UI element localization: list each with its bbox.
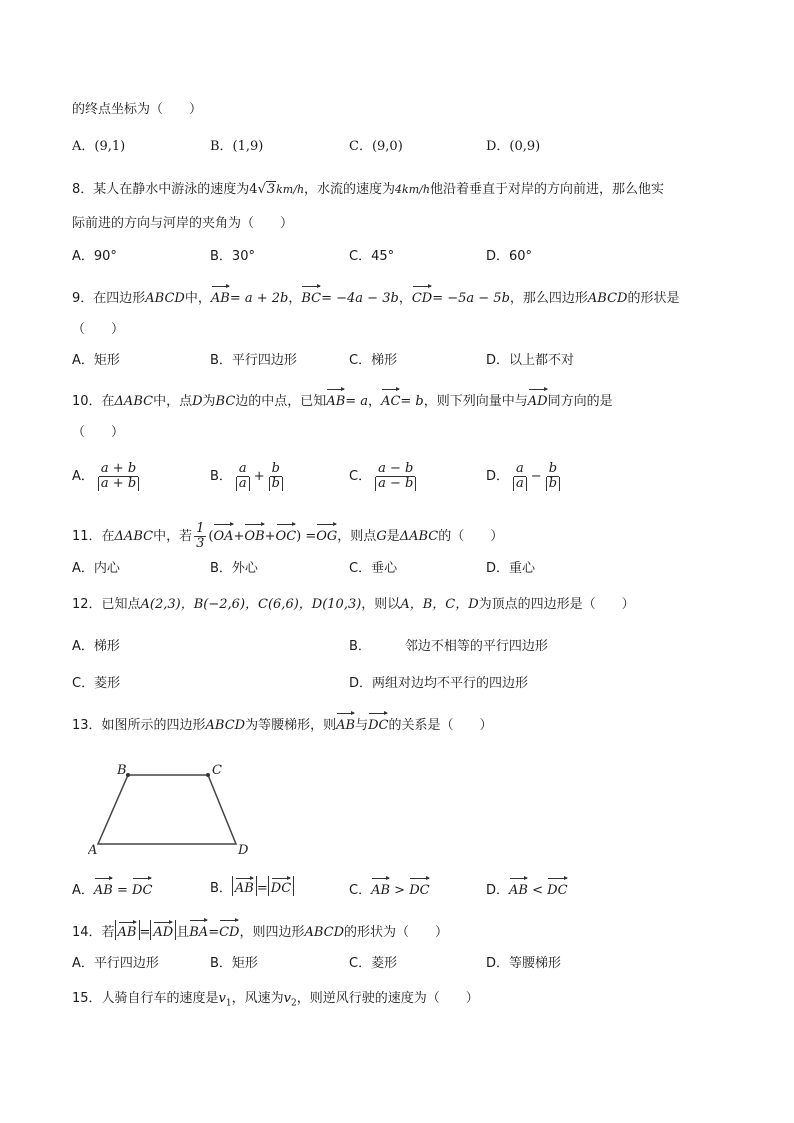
trapezoid-outline: [98, 775, 236, 844]
q14-option-d[interactable]: D．等腰梯形: [486, 956, 562, 971]
q12-option-c[interactable]: C．菱形: [72, 676, 121, 691]
q8-stem-line2: 际前进的方向与河岸的夹角为（ ）: [72, 216, 294, 231]
q7-option-d[interactable]: D．(0,9): [486, 139, 541, 154]
q14-option-a[interactable]: A．平行四边形: [72, 956, 159, 971]
q11-option-b[interactable]: B．外心: [210, 561, 258, 576]
q13-option-b[interactable]: B． AB = DC: [210, 876, 294, 898]
q11-option-d[interactable]: D．重心: [486, 561, 536, 576]
q13-option-c[interactable]: C．AB > DC: [349, 876, 430, 900]
q10-option-b[interactable]: B． $\frac{a}{a}$ + $\frac{b}{b}$: [210, 462, 287, 491]
vertex-b-label: B: [117, 763, 127, 778]
q12-option-b[interactable]: B． 邻边不相等的平行四边形: [349, 639, 548, 654]
q8-stem-line1: 8．某人在静水中游泳的速度为4√3km/h，水流的速度为4km/h他沿着垂直于对岸的方向前进，那么他实: [72, 182, 664, 197]
q9-stem-line2: （ ）: [72, 322, 125, 337]
q7-option-b[interactable]: B．(1,9): [210, 139, 264, 154]
q13-stem: 13．如图所示的四边形ABCD为等腰梯形，则AB与DC的关系是（ ）: [72, 711, 492, 735]
vertex-d-label: D: [238, 843, 249, 858]
q8-option-d[interactable]: D．60°: [486, 249, 533, 264]
trapezoid-figure: [88, 760, 258, 860]
q11-stem: 11．在ΔABC中，若 $\frac{1}{3}$ (OA+OB+OC) =OG，则点G是ΔABC的（ ）: [72, 521, 504, 551]
vertex-c-label: C: [212, 763, 222, 778]
q14-option-c[interactable]: C．菱形: [349, 956, 398, 971]
q9-option-d[interactable]: D．以上都不对: [486, 353, 575, 368]
q12-option-a[interactable]: A．梯形: [72, 639, 120, 654]
q12-option-d[interactable]: D．两组对边均不平行的四边形: [349, 676, 529, 691]
q7-option-a[interactable]: A．(9,1): [72, 139, 126, 154]
q11-option-a[interactable]: A．内心: [72, 561, 120, 576]
q11-option-c[interactable]: C．垂心: [349, 561, 398, 576]
q8-option-c[interactable]: C．45°: [349, 249, 395, 264]
q9-option-b[interactable]: B．平行四边形: [210, 353, 297, 368]
q15-stem: 15．人骑自行车的速度是$v_1$，风速为$v_2$，则逆风行驶的速度为（ ）: [72, 991, 479, 1009]
vertex-a-label: A: [88, 843, 98, 858]
vertex-b-dot: [126, 773, 130, 777]
q9-option-c[interactable]: C．梯形: [349, 353, 398, 368]
q7-stem-continuation: 的终点坐标为（ ）: [72, 102, 203, 117]
q10-stem-line1: 10．在ΔABC中，点D为BC边的中点，已知AB= a，AC= b，则下列向量中与AD同方向的是: [72, 387, 613, 411]
q13-option-a[interactable]: A．AB = DC: [72, 876, 152, 900]
q14-stem: 14．若 AB = AD 且BA=CD，则四边形ABCD的形状为（ ）: [72, 918, 448, 942]
q10-option-c[interactable]: C． $\frac{a - b}{a - b}$: [349, 462, 420, 491]
q8-option-a[interactable]: A．90°: [72, 249, 117, 264]
q10-stem-line2: （ ）: [72, 425, 125, 440]
q8-option-b[interactable]: B．30°: [210, 249, 255, 264]
q9-stem-line1: 9．在四边形ABCD中，AB= a + 2b，BC= −4a − 3b，CD= −5a − 5b，那么四边形ABCD的形状是: [72, 284, 680, 308]
q12-stem: 12．已知点A(2,3)，B(−2,6)，C(6,6)，D(10,3)，则以A，B，C，D为顶点的四边形是（ ）: [72, 597, 635, 612]
q7-option-c[interactable]: C．(9,0): [349, 139, 403, 154]
q9-option-a[interactable]: A．矩形: [72, 353, 120, 368]
q10-option-a[interactable]: A． $\frac{a + b}{a + b}$: [72, 462, 143, 491]
q10-option-d[interactable]: D． $\frac{a}{a}$ − $\frac{b}{b}$: [486, 462, 564, 491]
q14-option-b[interactable]: B．矩形: [210, 956, 258, 971]
q13-option-d[interactable]: D．AB < DC: [486, 876, 568, 900]
vertex-c-dot: [206, 773, 210, 777]
